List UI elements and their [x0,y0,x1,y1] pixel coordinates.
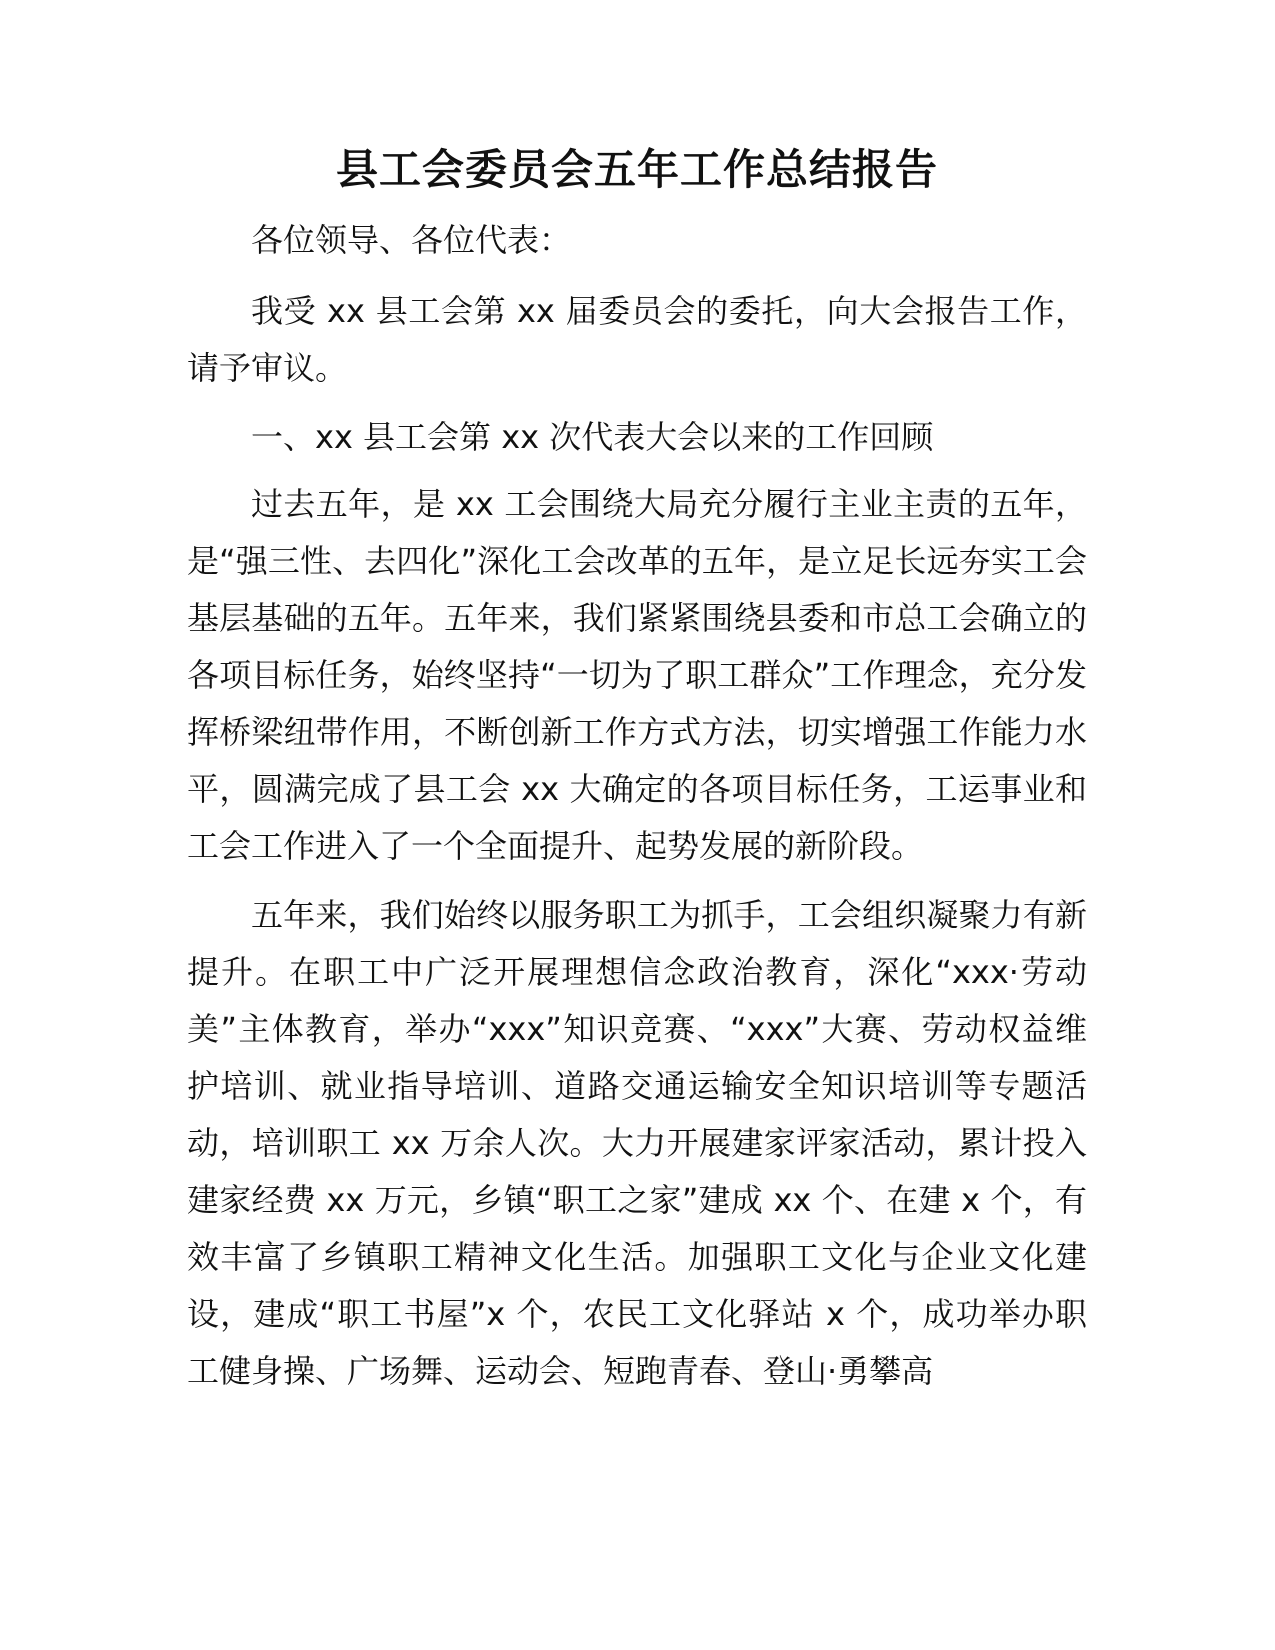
review-paragraph: 过去五年，是 xx 工会围绕大局充分履行主业主责的五年，是“强三性、去四化”深化工会改革的五年，是立足长远夯实工会基层基础的五年。五年来，我们紧紧围绕县委和市总工会确立的各项目标任务，始终坚持“一切为了职工群众”工作理念，充分发挥桥梁纽带作用，不断创新工作方式方法，切实增强工作能力水平，圆满完成了县工会 xx 大确定的各项目标任务，工运事业和工会工作进入了一个全面提升、起势发展的新阶段。 [187,485,1087,865]
document-title: 县工会委员会五年工作总结报告 [335,145,938,194]
service-paragraph: 五年来，我们始终以服务职工为抓手，工会组织凝聚力有新提升。在职工中广泛开展理想信念政治教育，深化“xxx·劳动美”主体教育，举办“xxx”知识竞赛、“xxx”大赛、劳动权益维护培训、就业指导培训、道路交通运输安全知识培训等专题活动，培训职工 xx 万余人次。大力开展建家评家活动，累计投入建家经费 xx 万元，乡镇“职工之家”建成 xx 个、在建 x 个，有效丰富了乡镇职工精神文化生活。加强职工文化与企业文化建设，建成“职工书屋”x 个，农民工文化驿站 x 个，成功举办职工健身操、广场舞、运动会、短跑青春、登山·勇攀高 [187,896,1087,1390]
section-heading: 一、xx 县工会第 xx 次代表大会以来的工作回顾 [251,418,934,456]
document-body [187,140,1087,1412]
greeting-line: 各位领导、各位代表： [251,221,572,259]
opening-paragraph: 我受 xx 县工会第 xx 届委员会的委托，向大会报告工作，请予审议。 [187,292,1087,387]
